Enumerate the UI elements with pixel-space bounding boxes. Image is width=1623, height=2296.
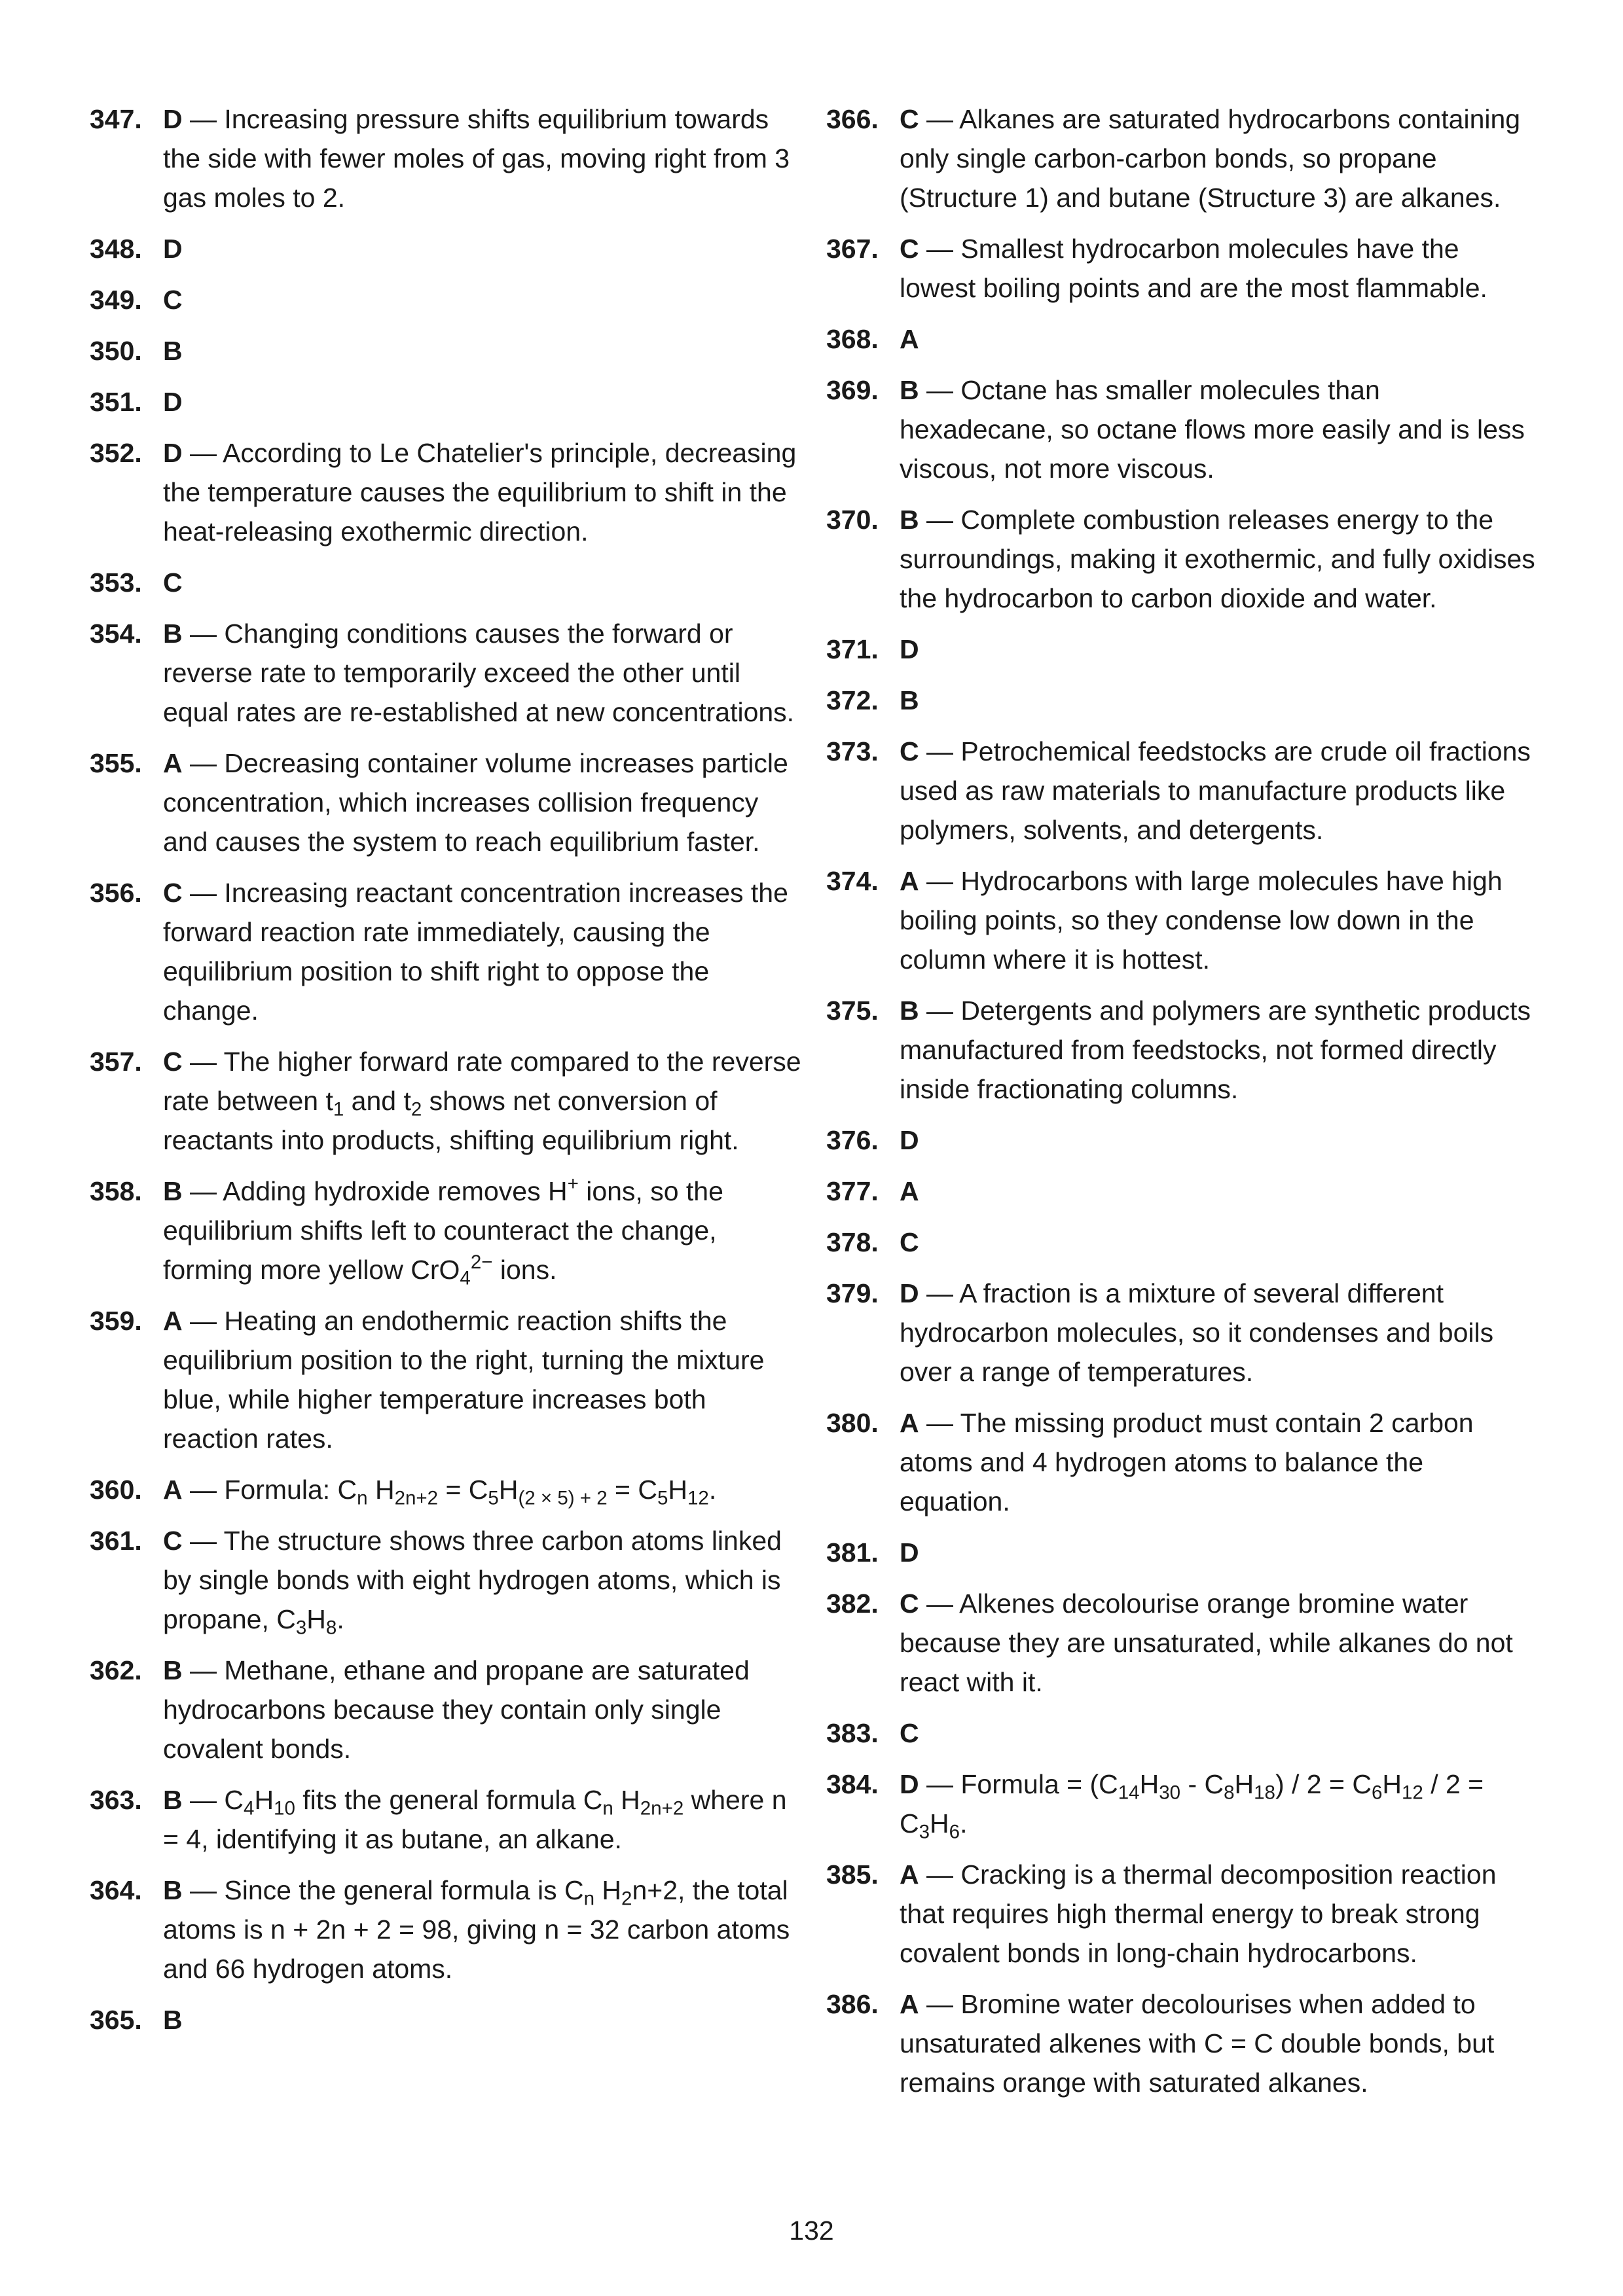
question-number: 358. bbox=[90, 1176, 142, 1206]
answer-letter: A bbox=[163, 748, 183, 778]
question-number: 383. bbox=[826, 1718, 879, 1748]
answer-letter: A bbox=[900, 1176, 919, 1206]
explanation-text: shows net conversion of reactants into products, shifting equilibrium right. bbox=[163, 1086, 739, 1155]
answer-entry bbox=[90, 382, 803, 422]
left-column bbox=[90, 99, 803, 2051]
answer-entry bbox=[90, 563, 803, 602]
subscript: 6 bbox=[1371, 1782, 1383, 1804]
answer-text bbox=[163, 1042, 803, 1160]
subscript: 2 bbox=[410, 1098, 422, 1121]
answer-text bbox=[900, 319, 1540, 359]
explanation-text: fits the general formula C bbox=[295, 1785, 603, 1815]
answer-letter: D bbox=[900, 1769, 919, 1799]
question-number: 347. bbox=[90, 104, 142, 134]
question-number: 364. bbox=[90, 1875, 142, 1905]
subscript: 5 bbox=[488, 1487, 499, 1509]
answer-letter: A bbox=[900, 1989, 919, 2019]
question-number: 373. bbox=[826, 736, 879, 766]
question-number: 370. bbox=[826, 505, 879, 535]
question-number: 359. bbox=[90, 1306, 142, 1336]
explanation-text: — Changing conditions causes the forward or reverse rate to temporarily exceed the other until equal rates are re-established at new concentrations. bbox=[163, 619, 795, 727]
answer-letter: A bbox=[900, 1408, 919, 1438]
question-number: 378. bbox=[826, 1227, 879, 1257]
answer-letter: A bbox=[163, 1475, 183, 1505]
answer-letter: A bbox=[900, 324, 919, 354]
explanation-text: — Increasing pressure shifts equilibrium towards the side with fewer moles of gas, moving right from 3 gas moles to 2. bbox=[163, 104, 790, 213]
explanation-text: — Formula: C bbox=[182, 1475, 357, 1505]
question-number: 379. bbox=[826, 1278, 879, 1308]
explanation-text: H bbox=[613, 1785, 640, 1815]
subscript: 8 bbox=[325, 1617, 337, 1639]
answer-entry bbox=[90, 1780, 803, 1859]
subscript: n bbox=[583, 1888, 595, 1910]
answer-text bbox=[163, 1521, 803, 1639]
answer-letter: C bbox=[900, 1588, 919, 1619]
question-number: 355. bbox=[90, 748, 142, 778]
explanation-text: H bbox=[306, 1604, 326, 1634]
question-number: 356. bbox=[90, 878, 142, 908]
answer-entry bbox=[90, 1871, 803, 1988]
answer-letter: C bbox=[163, 285, 183, 315]
answer-letter: B bbox=[900, 375, 919, 405]
answer-entry bbox=[90, 1521, 803, 1639]
subscript: 10 bbox=[274, 1797, 295, 1820]
question-number: 348. bbox=[90, 234, 142, 264]
answer-letter: B bbox=[163, 336, 183, 366]
answer-letter: C bbox=[900, 104, 919, 134]
question-number: 376. bbox=[826, 1125, 879, 1155]
answer-text bbox=[163, 1651, 803, 1768]
answer-text bbox=[900, 732, 1540, 850]
subscript: 2 bbox=[621, 1888, 632, 1910]
answer-entry bbox=[826, 991, 1540, 1109]
explanation-text: — Alkenes decolourise orange bromine water because they are unsaturated, while alkanes do not react with it. bbox=[900, 1588, 1513, 1697]
question-number: 363. bbox=[90, 1785, 142, 1815]
answer-letter: D bbox=[900, 1278, 919, 1308]
explanation-text: H bbox=[1382, 1769, 1402, 1799]
answer-entry bbox=[826, 1223, 1540, 1262]
answer-entry bbox=[826, 1274, 1540, 1391]
question-number: 384. bbox=[826, 1769, 879, 1799]
answer-text bbox=[900, 1172, 1540, 1211]
answer-text bbox=[163, 873, 803, 1030]
superscript: 2− bbox=[470, 1251, 493, 1273]
answer-entry bbox=[826, 1765, 1540, 1843]
answer-letter: B bbox=[900, 685, 919, 715]
question-number: 351. bbox=[90, 387, 142, 417]
answer-letter: A bbox=[163, 1306, 183, 1336]
explanation-text: = C bbox=[607, 1475, 657, 1505]
question-number: 375. bbox=[826, 996, 879, 1026]
answer-letter: D bbox=[163, 104, 183, 134]
answer-entry bbox=[90, 229, 803, 268]
question-number: 349. bbox=[90, 285, 142, 315]
answer-entry bbox=[90, 1651, 803, 1768]
answer-text bbox=[900, 681, 1540, 720]
subscript: 12 bbox=[1401, 1782, 1423, 1804]
question-number: 371. bbox=[826, 634, 879, 664]
answer-letter: B bbox=[163, 1875, 183, 1905]
explanation-text: — Octane has smaller molecules than hexadecane, so octane flows more easily and is less viscous, not more viscous. bbox=[900, 375, 1525, 484]
answer-letter: C bbox=[900, 1227, 919, 1257]
right-column bbox=[826, 99, 1540, 2114]
answer-entry bbox=[826, 681, 1540, 720]
question-number: 357. bbox=[90, 1047, 142, 1077]
subscript: (2 × 5) + 2 bbox=[518, 1487, 608, 1509]
answer-letter: B bbox=[163, 1785, 183, 1815]
explanation-text: H bbox=[930, 1808, 949, 1839]
question-number: 386. bbox=[826, 1989, 879, 2019]
explanation-text: n+2, the total atoms is n + 2n + 2 = 98, giving n = 32 carbon atoms and 66 hydrogen atoms. bbox=[163, 1875, 790, 1984]
answer-text bbox=[900, 500, 1540, 618]
answer-letter: C bbox=[163, 567, 183, 598]
subscript: 18 bbox=[1254, 1782, 1275, 1804]
explanation-text: H bbox=[498, 1475, 519, 1505]
answer-entry bbox=[826, 1121, 1540, 1160]
answer-entry bbox=[90, 280, 803, 319]
answer-letter: C bbox=[900, 1718, 919, 1748]
question-number: 360. bbox=[90, 1475, 142, 1505]
subscript: 6 bbox=[949, 1821, 960, 1843]
answer-letter: C bbox=[163, 878, 183, 908]
explanation-text: — According to Le Chatelier's principle, decreasing the temperature causes the equilibrium to shift in the heat-releasing exothermic direction. bbox=[163, 438, 797, 547]
explanation-text: — Complete combustion releases energy to the surroundings, making it exothermic, and fully oxidises the hydrocarbon to carbon dioxide and water. bbox=[900, 505, 1535, 613]
question-number: 381. bbox=[826, 1537, 879, 1568]
explanation-text: . bbox=[337, 1604, 344, 1634]
explanation-text: and t bbox=[344, 1086, 411, 1116]
subscript: 4 bbox=[244, 1797, 255, 1820]
answer-letter: D bbox=[163, 387, 183, 417]
answer-letter: B bbox=[900, 505, 919, 535]
question-number: 361. bbox=[90, 1526, 142, 1556]
explanation-text: — The missing product must contain 2 carbon atoms and 4 hydrogen atoms to balance the equation. bbox=[900, 1408, 1474, 1516]
answer-entry bbox=[90, 1172, 803, 1289]
answer-letter: B bbox=[163, 2005, 183, 2035]
answer-letter: D bbox=[900, 1125, 919, 1155]
explanation-text: . bbox=[708, 1475, 717, 1505]
answer-text bbox=[900, 1403, 1540, 1521]
answer-text bbox=[163, 382, 803, 422]
answer-text bbox=[900, 370, 1540, 488]
subscript: n bbox=[602, 1797, 613, 1820]
explanation-text: — Smallest hydrocarbon molecules have the lowest boiling points and are the most flammable. bbox=[900, 234, 1487, 303]
answer-text bbox=[163, 614, 803, 732]
answer-entry bbox=[826, 1855, 1540, 1973]
page-number: 132 bbox=[789, 2215, 834, 2246]
explanation-text: ions, so the equilibrium shifts left to counteract the change, forming more yellow CrO bbox=[163, 1176, 723, 1285]
answer-text bbox=[900, 991, 1540, 1109]
explanation-text: — Bromine water decolourises when added to unsaturated alkenes with C = C double bonds, but remains orange with saturated alkanes. bbox=[900, 1989, 1495, 2098]
answer-entry bbox=[826, 630, 1540, 669]
answer-text bbox=[163, 1172, 803, 1289]
answer-entry bbox=[90, 99, 803, 217]
answer-entry bbox=[826, 861, 1540, 979]
answer-text bbox=[163, 433, 803, 551]
explanation-text: — Hydrocarbons with large molecules have high boiling points, so they condense low down in the column where it is hottest. bbox=[900, 866, 1503, 975]
question-number: 365. bbox=[90, 2005, 142, 2035]
question-number: 380. bbox=[826, 1408, 879, 1438]
answer-text bbox=[163, 1470, 803, 1509]
question-number: 350. bbox=[90, 336, 142, 366]
answer-entry bbox=[90, 1042, 803, 1160]
answer-text bbox=[163, 2000, 803, 2039]
subscript: 4 bbox=[460, 1267, 471, 1289]
subscript: 5 bbox=[657, 1487, 668, 1509]
answer-letter: C bbox=[163, 1526, 183, 1556]
answer-text bbox=[900, 1855, 1540, 1973]
explanation-text: — C bbox=[182, 1785, 244, 1815]
explanation-text: - C bbox=[1180, 1769, 1224, 1799]
answer-letter: B bbox=[900, 996, 919, 1026]
explanation-text: — A fraction is a mixture of several different hydrocarbon molecules, so it condenses and boils over a range of temperatures. bbox=[900, 1278, 1494, 1387]
answer-letter: B bbox=[163, 1176, 183, 1206]
answer-text bbox=[900, 1713, 1540, 1753]
answer-entry bbox=[826, 1713, 1540, 1753]
explanation-text: H bbox=[367, 1475, 395, 1505]
question-number: 369. bbox=[826, 375, 879, 405]
answer-text bbox=[900, 1984, 1540, 2102]
answer-entry bbox=[826, 1403, 1540, 1521]
answer-text bbox=[900, 1274, 1540, 1391]
answer-letter: A bbox=[900, 1859, 919, 1890]
subscript: 30 bbox=[1159, 1782, 1181, 1804]
question-number: 374. bbox=[826, 866, 879, 896]
explanation-text: = C bbox=[438, 1475, 488, 1505]
explanation-text: — The structure shows three carbon atoms linked by single bonds with eight hydrogen atoms, which is propane, C bbox=[163, 1526, 782, 1634]
answer-letter: B bbox=[163, 619, 183, 649]
explanation-text: / 2 = C bbox=[900, 1769, 1484, 1839]
answer-text bbox=[163, 1871, 803, 1988]
explanation-text: H bbox=[1234, 1769, 1254, 1799]
subscript: 1 bbox=[333, 1098, 344, 1121]
explanation-text: . bbox=[960, 1808, 968, 1839]
question-number: 382. bbox=[826, 1588, 879, 1619]
explanation-text: — Since the general formula is C bbox=[182, 1875, 584, 1905]
answer-entry bbox=[90, 873, 803, 1030]
answer-entry bbox=[826, 1984, 1540, 2102]
answer-letter: D bbox=[163, 234, 183, 264]
question-number: 368. bbox=[826, 324, 879, 354]
answer-text bbox=[900, 1533, 1540, 1572]
explanation-text: — Heating an endothermic reaction shifts the equilibrium position to the right, turning the mixture blue, while higher temperature increases both reaction rates. bbox=[163, 1306, 765, 1454]
explanation-text: — Methane, ethane and propane are saturated hydrocarbons because they contain only single covalent bonds. bbox=[163, 1655, 750, 1764]
answer-entry bbox=[90, 614, 803, 732]
answer-entry bbox=[90, 331, 803, 370]
answer-text bbox=[900, 1765, 1540, 1843]
explanation-text: — Petrochemical feedstocks are crude oil fractions used as raw materials to manufacture products like polymers, solvents, and detergents. bbox=[900, 736, 1531, 845]
subscript: 3 bbox=[919, 1821, 930, 1843]
explanation-text: — Detergents and polymers are synthetic products manufactured from feedstocks, not formed directly inside fractionating columns. bbox=[900, 996, 1531, 1104]
answer-text bbox=[900, 1121, 1540, 1160]
superscript: + bbox=[567, 1172, 579, 1194]
answer-entry bbox=[90, 2000, 803, 2039]
question-number: 366. bbox=[826, 104, 879, 134]
answer-letter: D bbox=[900, 1537, 919, 1568]
question-number: 377. bbox=[826, 1176, 879, 1206]
subscript: 12 bbox=[687, 1487, 709, 1509]
explanation-text: H bbox=[668, 1475, 687, 1505]
subscript: 2n+2 bbox=[640, 1797, 684, 1820]
answer-text bbox=[163, 1780, 803, 1859]
explanation-text: ) / 2 = C bbox=[1275, 1769, 1372, 1799]
explanation-text: where n = 4, identifying it as butane, an alkane. bbox=[163, 1785, 787, 1854]
question-number: 372. bbox=[826, 685, 879, 715]
answer-entry bbox=[826, 1584, 1540, 1702]
answer-text bbox=[163, 99, 803, 217]
answer-text bbox=[900, 229, 1540, 308]
answer-entry bbox=[90, 1301, 803, 1458]
answer-text bbox=[163, 563, 803, 602]
answer-text bbox=[900, 1223, 1540, 1262]
question-number: 362. bbox=[90, 1655, 142, 1685]
explanation-text: — The higher forward rate compared to the reverse rate between t bbox=[163, 1047, 801, 1116]
explanation-text: — Increasing reactant concentration increases the forward reaction rate immediately, causing the equilibrium position to shift right to oppose the change. bbox=[163, 878, 788, 1026]
explanation-text: H bbox=[254, 1785, 274, 1815]
question-number: 353. bbox=[90, 567, 142, 598]
answer-entry bbox=[826, 370, 1540, 488]
answer-text bbox=[163, 1301, 803, 1458]
answer-entry bbox=[826, 319, 1540, 359]
explanation-text: H bbox=[594, 1875, 622, 1905]
answer-text bbox=[900, 861, 1540, 979]
answer-letter: A bbox=[900, 866, 919, 896]
answer-text bbox=[900, 630, 1540, 669]
subscript: 14 bbox=[1118, 1782, 1140, 1804]
explanation-text: — Adding hydroxide removes H bbox=[182, 1176, 568, 1206]
answer-entry bbox=[826, 99, 1540, 217]
answer-entry bbox=[826, 1172, 1540, 1211]
answer-entry bbox=[826, 500, 1540, 618]
subscript: n bbox=[357, 1487, 368, 1509]
subscript: 8 bbox=[1224, 1782, 1235, 1804]
answer-text bbox=[900, 99, 1540, 217]
answer-entry bbox=[90, 433, 803, 551]
subscript: 3 bbox=[295, 1617, 307, 1639]
answer-entry bbox=[90, 744, 803, 861]
answer-letter: D bbox=[163, 438, 183, 468]
answer-text bbox=[163, 331, 803, 370]
answer-letter: B bbox=[163, 1655, 183, 1685]
answer-entry bbox=[826, 732, 1540, 850]
explanation-text: H bbox=[1139, 1769, 1159, 1799]
explanation-text: — Decreasing container volume increases particle concentration, which increases collision frequency and causes the system to reach equilibrium faster. bbox=[163, 748, 788, 857]
question-number: 385. bbox=[826, 1859, 879, 1890]
answer-entry bbox=[826, 229, 1540, 308]
answer-letter: D bbox=[900, 634, 919, 664]
answer-text bbox=[163, 229, 803, 268]
answer-letter: C bbox=[900, 736, 919, 766]
question-number: 367. bbox=[826, 234, 879, 264]
explanation-text: — Cracking is a thermal decomposition reaction that requires high thermal energy to break strong covalent bonds in long-chain hydrocarbons. bbox=[900, 1859, 1497, 1968]
explanation-text: — Alkanes are saturated hydrocarbons containing only single carbon-carbon bonds, so propane (Structure 1) and butane (Structure 3) are alkanes. bbox=[900, 104, 1521, 213]
answer-text bbox=[163, 280, 803, 319]
subscript: 2n+2 bbox=[394, 1487, 439, 1509]
answer-text bbox=[900, 1584, 1540, 1702]
question-number: 352. bbox=[90, 438, 142, 468]
explanation-text: — Formula = (C bbox=[919, 1769, 1118, 1799]
answer-entry bbox=[90, 1470, 803, 1509]
answer-letter: C bbox=[163, 1047, 183, 1077]
answer-letter: C bbox=[900, 234, 919, 264]
explanation-text: ions. bbox=[492, 1255, 557, 1285]
question-number: 354. bbox=[90, 619, 142, 649]
answer-text bbox=[163, 744, 803, 861]
answer-entry bbox=[826, 1533, 1540, 1572]
